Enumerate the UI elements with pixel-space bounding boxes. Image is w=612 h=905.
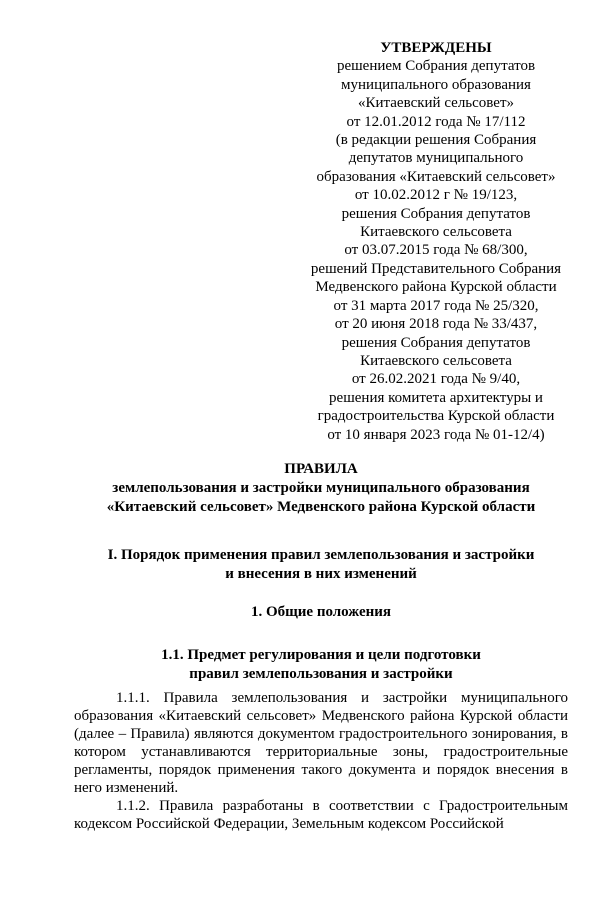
approval-line: от 31 марта 2017 года № 25/320, — [333, 297, 539, 314]
clause-heading — [62, 646, 580, 684]
approval-line: решения Собрания депутатов — [341, 334, 531, 351]
approval-heading: УТВЕРЖДЕНЫ — [380, 40, 492, 56]
approval-line: Китаевского сельсовета — [360, 224, 512, 241]
approval-line: депутатов муниципального — [348, 150, 524, 167]
approval-line: образования «Китаевский сельсовет» — [316, 168, 556, 185]
approval-line: градостроительства Курской области — [317, 408, 555, 425]
document-title — [62, 460, 580, 517]
body-paragraph: 1.1.2. Правила разработаны в соответствии с Градостроительным кодексом Российской Федерации, Земельным кодексом Российской — [74, 798, 568, 832]
approval-line: от 03.07.2015 года № 68/300, — [344, 242, 528, 259]
approval-block — [286, 39, 586, 444]
section-heading — [62, 546, 580, 584]
approval-line: от 10.02.2012 г № 19/123, — [354, 187, 518, 204]
clause-heading-line: 1.1. Предмет регулирования и цели подготовки — [161, 647, 481, 663]
body-paragraph: 1.1.1. Правила землепользования и застройки муниципального образования «Китаевский сельсовет» Медвенского района Курской области (далее – Правила) являются документом градостроительного зонирования, в котором устанавливаются территориальные зоны, градостроительные регламенты, порядок применения такого документа и порядок внесения в него изменений. — [74, 690, 568, 796]
approval-line: решения комитета архитектуры и — [329, 389, 543, 406]
approval-line: от 26.02.2021 года № 9/40, — [351, 371, 521, 388]
approval-line: от 20 июня 2018 года № 33/437, — [334, 316, 538, 333]
approval-line: муниципального образования — [341, 76, 531, 93]
approval-line: (в редакции решения Собрания — [335, 132, 537, 149]
section-heading-line: I. Порядок применения правил землепользования и застройки — [107, 547, 535, 563]
approval-line: решением Собрания депутатов — [336, 58, 536, 75]
title-main: ПРАВИЛА — [284, 461, 358, 477]
approval-line: от 12.01.2012 года № 17/112 — [346, 113, 526, 130]
approval-line: от 10 января 2023 года № 01-12/4) — [327, 426, 545, 443]
title-line: «Китаевский сельсовет» Медвенского района Курской области — [106, 499, 536, 515]
subsection-heading-text: 1. Общие положения — [250, 604, 392, 620]
section-heading-line: и внесения в них изменений — [225, 566, 417, 582]
title-line: землепользования и застройки муниципального образования — [112, 480, 530, 496]
approval-line: Китаевского сельсовета — [360, 352, 512, 369]
approval-line: решения Собрания депутатов — [341, 205, 531, 222]
subsection-heading — [62, 603, 580, 622]
approval-line: Медвенского района Курской области — [315, 279, 557, 296]
approval-line: решений Представительного Собрания — [310, 260, 562, 277]
clause-heading-line: правил землепользования и застройки — [189, 666, 453, 682]
approval-line: «Китаевский сельсовет» — [357, 95, 515, 112]
